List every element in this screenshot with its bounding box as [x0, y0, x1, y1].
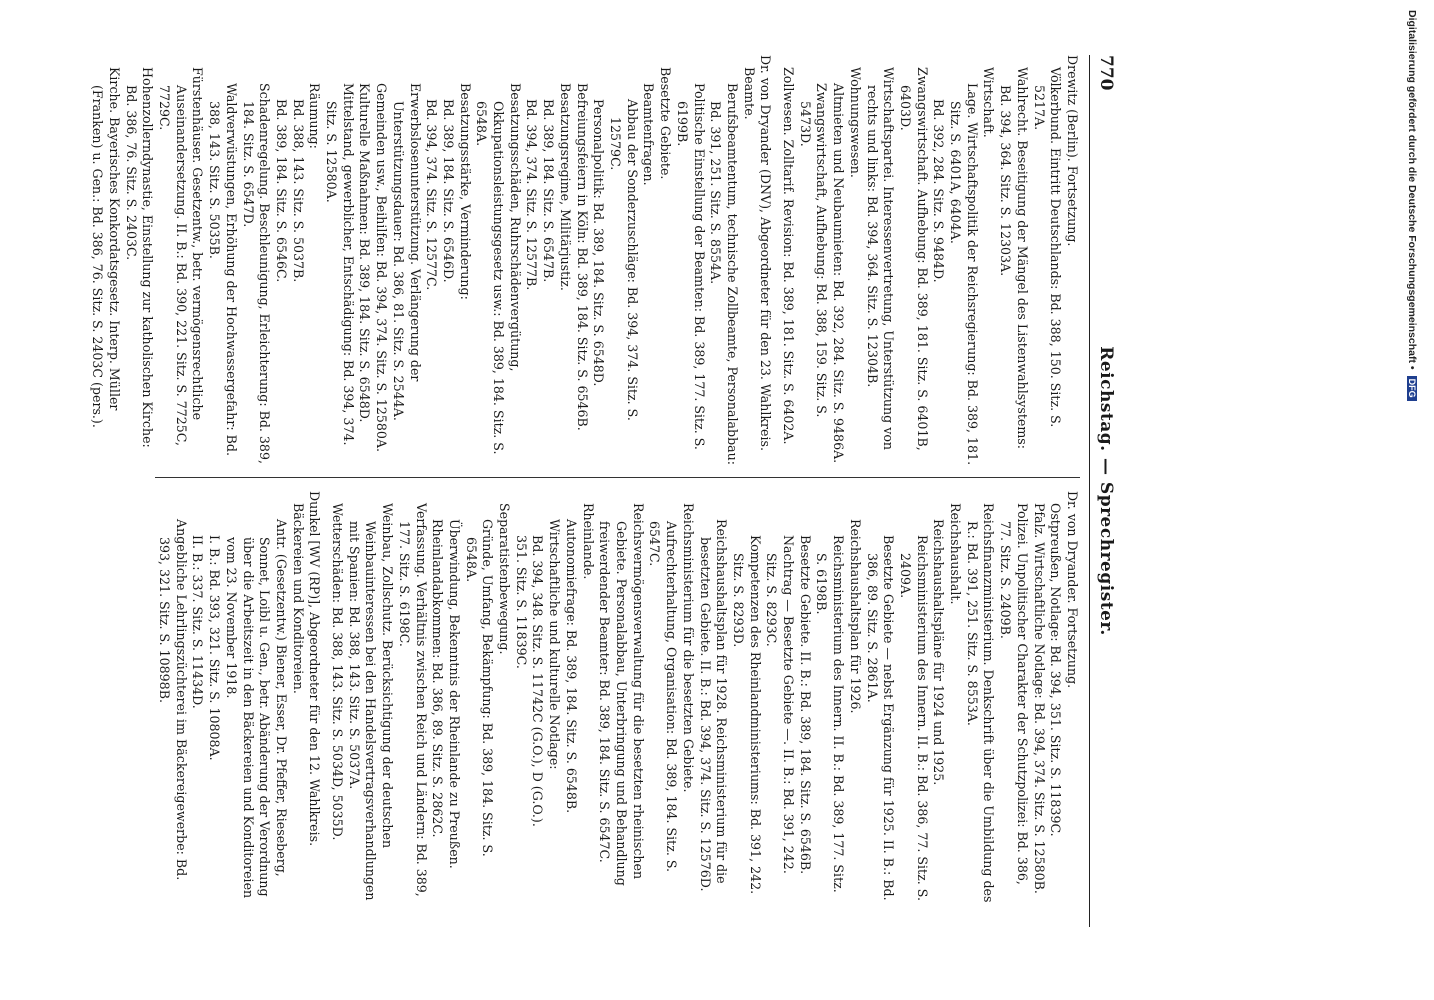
register-entry: Reichshaushaltsplan für 1928. Reichsministerium für die besetzten Gebiete. II. B.: Bd. 394, 374. Sitz. S. 12576D. [697, 519, 730, 892]
register-entry: Hohenzollerndynastie, Einstellung zur katholischen Kirche: Bd. 386, 76. Sitz. S. 2403C. [123, 67, 156, 448]
register-entry: Besetzte Gebiete. II. B.: Bd. 389, 184. Sitz. S. 6546B. [797, 535, 813, 875]
page-header [1089, 55, 1120, 927]
register-entry: Wahlrecht. Beseitigung der Mängel des Listenwahlsystems: Bd. 394, 364. Sitz. S. 12303A. [998, 67, 1030, 449]
register-entry: Bd. 394, 374. Sitz. S. 12577B. [524, 99, 540, 291]
register-entry: Politische Einstellung der Beamten: Bd. 389, 177. Sitz. S. 6199B. [674, 83, 707, 450]
dfg-logo: DFG [1407, 376, 1417, 401]
register-entry: Bd. 388, 143. Sitz. S. 5037B. [290, 99, 306, 283]
register-entry: Kulturelle Maßnahmen: Bd. 389, 184. Sitz. S. 6548D. [357, 83, 373, 423]
register-entry: Bd. 394, 374. Sitz. S. 12577C. [424, 99, 440, 291]
register-entry: Dr. von Dryander (DNV), Abgeordneter für den 23. Wahlkreis. [758, 55, 774, 451]
right-column [155, 491, 1080, 903]
funding-text: Digitalisierung gefördert durch die Deutsche Forschungsgemeinschaft • [1406, 10, 1418, 370]
register-entry: Rheinlande. [580, 503, 596, 580]
register-entry: Antr. (Gesetzentw.) Biener, Esser, Dr. Pfeffer, Rieseberg, Sonnet, Loibl u. Gen., betr. Abänderung der Verordnung über die Arbeitszeit in den Bäckereien und Konditoreien vom 23. November 1918. [223, 519, 289, 899]
register-entry: Dr. von Dryander. Fortsetzung. [1065, 491, 1080, 689]
register-entry: Reichshaushaltspläne für 1924 und 1925. [931, 519, 947, 786]
page-title: Reichstag. — Sprechregister. [1096, 346, 1116, 636]
register-entry: Separatistenbewegung. [497, 503, 513, 655]
rotated-document-page [90, 55, 1120, 927]
register-entry: Waldverwüstungen, Erhöhung der Hochwassergefahr: Bd. 388, 143. Sitz. S. 5035B. [207, 83, 239, 456]
register-entry: Polizei. Unpolitischer Charakter der Schutzpolizei: Bd. 386, 77. Sitz. S. 2409B. [998, 503, 1030, 885]
register-entry: Wirtschaftspartei. Interessenvertretung, Unterstützung von rechts und links: Bd. 394, 364. Sitz. S. 12304B. [864, 67, 897, 451]
register-entry: Reichshaushaltsplan für 1926. [847, 519, 863, 714]
register-entry: Besatzungsstärke, Verminderung: [457, 83, 473, 300]
register-entry: 351. Sitz. S. 11839C. [513, 535, 529, 669]
register-entry: Autonomiefrage: Bd. 389, 184. Sitz. S. 6548B. [563, 519, 579, 814]
register-entry: Weinbau, Zollschutz. Berücksichtigung der deutschen Weinbauinteressen bei den Handelsvertragsverhandlungen mit Spanien: Bd. 388, 143. Sitz. S. 5037A. [346, 503, 396, 901]
register-entry: Beamtenfragen. [641, 83, 657, 186]
register-entry: Dunkel [WV (RP)], Abgeordneter für den 12. Wahlkreis. [307, 491, 323, 847]
register-entry: Besatzungsschäden, Ruhrschädenvergütung, Okkupationsleistungsgesetz usw.: Bd. 389, 184. Sitz. S. 6548A. [474, 83, 523, 455]
register-entry: Berufsbeamtentum, technische Zollbeamte, Personalabbau: Bd. 391, 251. Sitz. S. 8554A. [708, 83, 740, 466]
register-entry: Reichsministerium des Innern. II. B.: Bd. 389, 177. Sitz. S. 6198B. [814, 535, 847, 893]
page-number: 770 [1096, 55, 1116, 91]
register-entry: Angebliche Lehrlingszüchterei im Bäckereigewerbe: Bd. 393, 321. Sitz. S. 10898B. [157, 519, 189, 881]
register-entry: Wohnungswesen. [847, 67, 863, 178]
left-column [89, 55, 1080, 467]
register-entry: Wetterschäden: Bd. 388, 143. Sitz. S. 5034D, 5035D. [330, 503, 346, 841]
register-entry: Besetzte Gebiete. [658, 67, 674, 180]
register-entry: Überwindung, Bekenntnis der Rheinlande zu Preußen. [446, 519, 462, 869]
register-entry: Fürstenhäuser. Gesetzentw., betr. vermögensrechtliche Auseinandersetzung. II. B.: Bd. 390, 221. Sitz. S. 7725C, 7729C. [157, 67, 206, 446]
register-entry: Pfalz. Wirtschaftliche Notlage: Bd. 394, 374. Sitz. S. 12580B. [1031, 503, 1047, 894]
register-entry: Zwangswirtschaft. Aufhebung: Bd. 389, 181. Sitz. S. 6401B, 6403D. [897, 67, 930, 451]
register-entry: Besetzte Gebiete — nebst Ergänzung für 1925. II. B.: Bd. 386, 89. Sitz. S. 2861A. [864, 535, 897, 901]
register-entry: Verfassung. Verhältnis zwischen Reich und Ländern: Bd. 389, 177. Sitz. S. 6198C. [396, 503, 429, 897]
register-entry: Reichshaushalt. [948, 503, 964, 605]
register-entry: Kirche. Bayerisches Konkordatsgesetz. Interp. Müller (Franken) u. Gen.: Bd. 386, 76. Sitz. S. 2403C (pers.). [90, 67, 122, 428]
register-entry: Befreiungsfeiern in Köln: Bd. 389, 184. Sitz. S. 6546B. [574, 83, 590, 431]
register-entry: Gemeinden usw., Beihilfen: Bd. 394, 374. Sitz. S. 12580A. [374, 83, 390, 453]
register-entry: Besatzungsregime, Militärjustiz. [557, 83, 573, 291]
register-entry: Lage. Wirtschaftspolitik der Reichsregierung: Bd. 389, 181. Sitz. S. 6401A, 6404A. [948, 83, 980, 466]
register-entry: Drewitz (Berlin). Fortsetzung. [1065, 55, 1080, 247]
register-entry: Abbau der Sonderzuschläge: Bd. 394, 374. Sitz. S. 12579C. [608, 99, 640, 421]
register-entry: Ostpreußen, Notlage: Bd. 394, 351. Sitz. S. 11839C. [1048, 503, 1064, 837]
register-entry: Wirtschaftliche und kulturelle Notlage: [547, 519, 563, 770]
register-entry: Bd. 394, 348. Sitz. S. 11742C (G.O.), D (G.O.). [530, 535, 546, 827]
register-entry: Personalpolitik: Bd. 389, 184. Sitz. S. 6548D. [591, 99, 607, 387]
register-entry: Beamte. [741, 67, 757, 120]
register-entry: Wirtschaft. [981, 67, 997, 138]
register-entry: Reichsfinanzministerium. Denkschrift über die Umbildung des R.: Bd. 391, 251. Sitz. S. 8553A. [964, 503, 997, 903]
register-entry: Reichsvermögensverwaltung für die besetzten rheinischen Gebiete. Personalabbau, Unterbringung und Behandlung freiwerdender Beamter: Bd. 389, 184. Sitz. S. 6547C. [597, 503, 646, 886]
register-entry: Nachtrag — Besetzte Gebiete —. II. B.: Bd. 391, 242. Sitz. S. 8293C. [764, 535, 797, 874]
register-entry: Reichsministerium für die besetzten Gebiete. Aufrechterhaltung, Organisation: Bd. 389, 184. Sitz. S. 6547C. [647, 503, 696, 873]
text-columns [90, 55, 1080, 927]
funding-note [1404, 10, 1418, 990]
register-entry: Altmieten und Neubaumieten: Bd. 392, 284. Sitz. S. 9486A. [831, 83, 847, 464]
register-entry: Bd. 389, 184. Sitz. S. 6546D. [440, 99, 456, 283]
register-entry: Bd. 389, 184. Sitz. S. 6547B. [541, 99, 557, 283]
register-entry: Erwerbslosenunterstützung. Verlängerung der Unterstützungsdauer: Bd. 386, 81. Sitz. S. 2544A. [390, 83, 423, 421]
register-entry: Gründe, Umfang, Bekämpfung: Bd. 389, 184. Sitz. S. 6548A. [463, 519, 496, 857]
register-entry: Zwangswirtschaft, Aufhebung: Bd. 388, 159. Sitz. S. 5473D. [797, 83, 830, 418]
register-entry: Rheinlandabkommen: Bd. 386, 89. Sitz. S. 2862C. [430, 519, 446, 838]
register-entry: Zollwesen. Zolltarif. Revision: Bd. 389, 181. Sitz. S. 6402A. [781, 67, 797, 445]
register-entry: Bd. 389, 184. Sitz. S. 6546C. [273, 99, 289, 283]
register-entry: Kompetenzen des Rheinlandministeriums: Bd. 391, 242. Sitz. S. 8293D. [730, 535, 763, 895]
register-entry: Reichsministerium des Innern. II. B.: Bd. 386, 77. Sitz. S. 2409A. [897, 535, 930, 901]
register-entry: Mittelstand, gewerblicher, Entschädigung: Bd. 394, 374. Sitz. S. 12580A. [324, 83, 356, 446]
register-entry: Bd. 392, 284. Sitz. S. 9484D. [931, 99, 947, 283]
register-entry: I. B.: Bd. 393, 321. Sitz. S. 10808A. [207, 535, 223, 761]
register-entry: II. B.: 337. Sitz. S. 11434D. [190, 535, 206, 709]
column-divider [155, 477, 1080, 478]
register-entry: Räumung: [307, 83, 323, 149]
register-entry: Bäckereien und Konditoreien. [290, 503, 306, 694]
register-entry: Völkerbund. Eintritt Deutschlands: Bd. 388, 150. Sitz. S. 5217A. [1031, 67, 1064, 428]
register-entry: Schadenregelung. Beschleunigung, Erleichterung: Bd. 389, 184. Sitz. S. 6547D. [240, 83, 273, 464]
